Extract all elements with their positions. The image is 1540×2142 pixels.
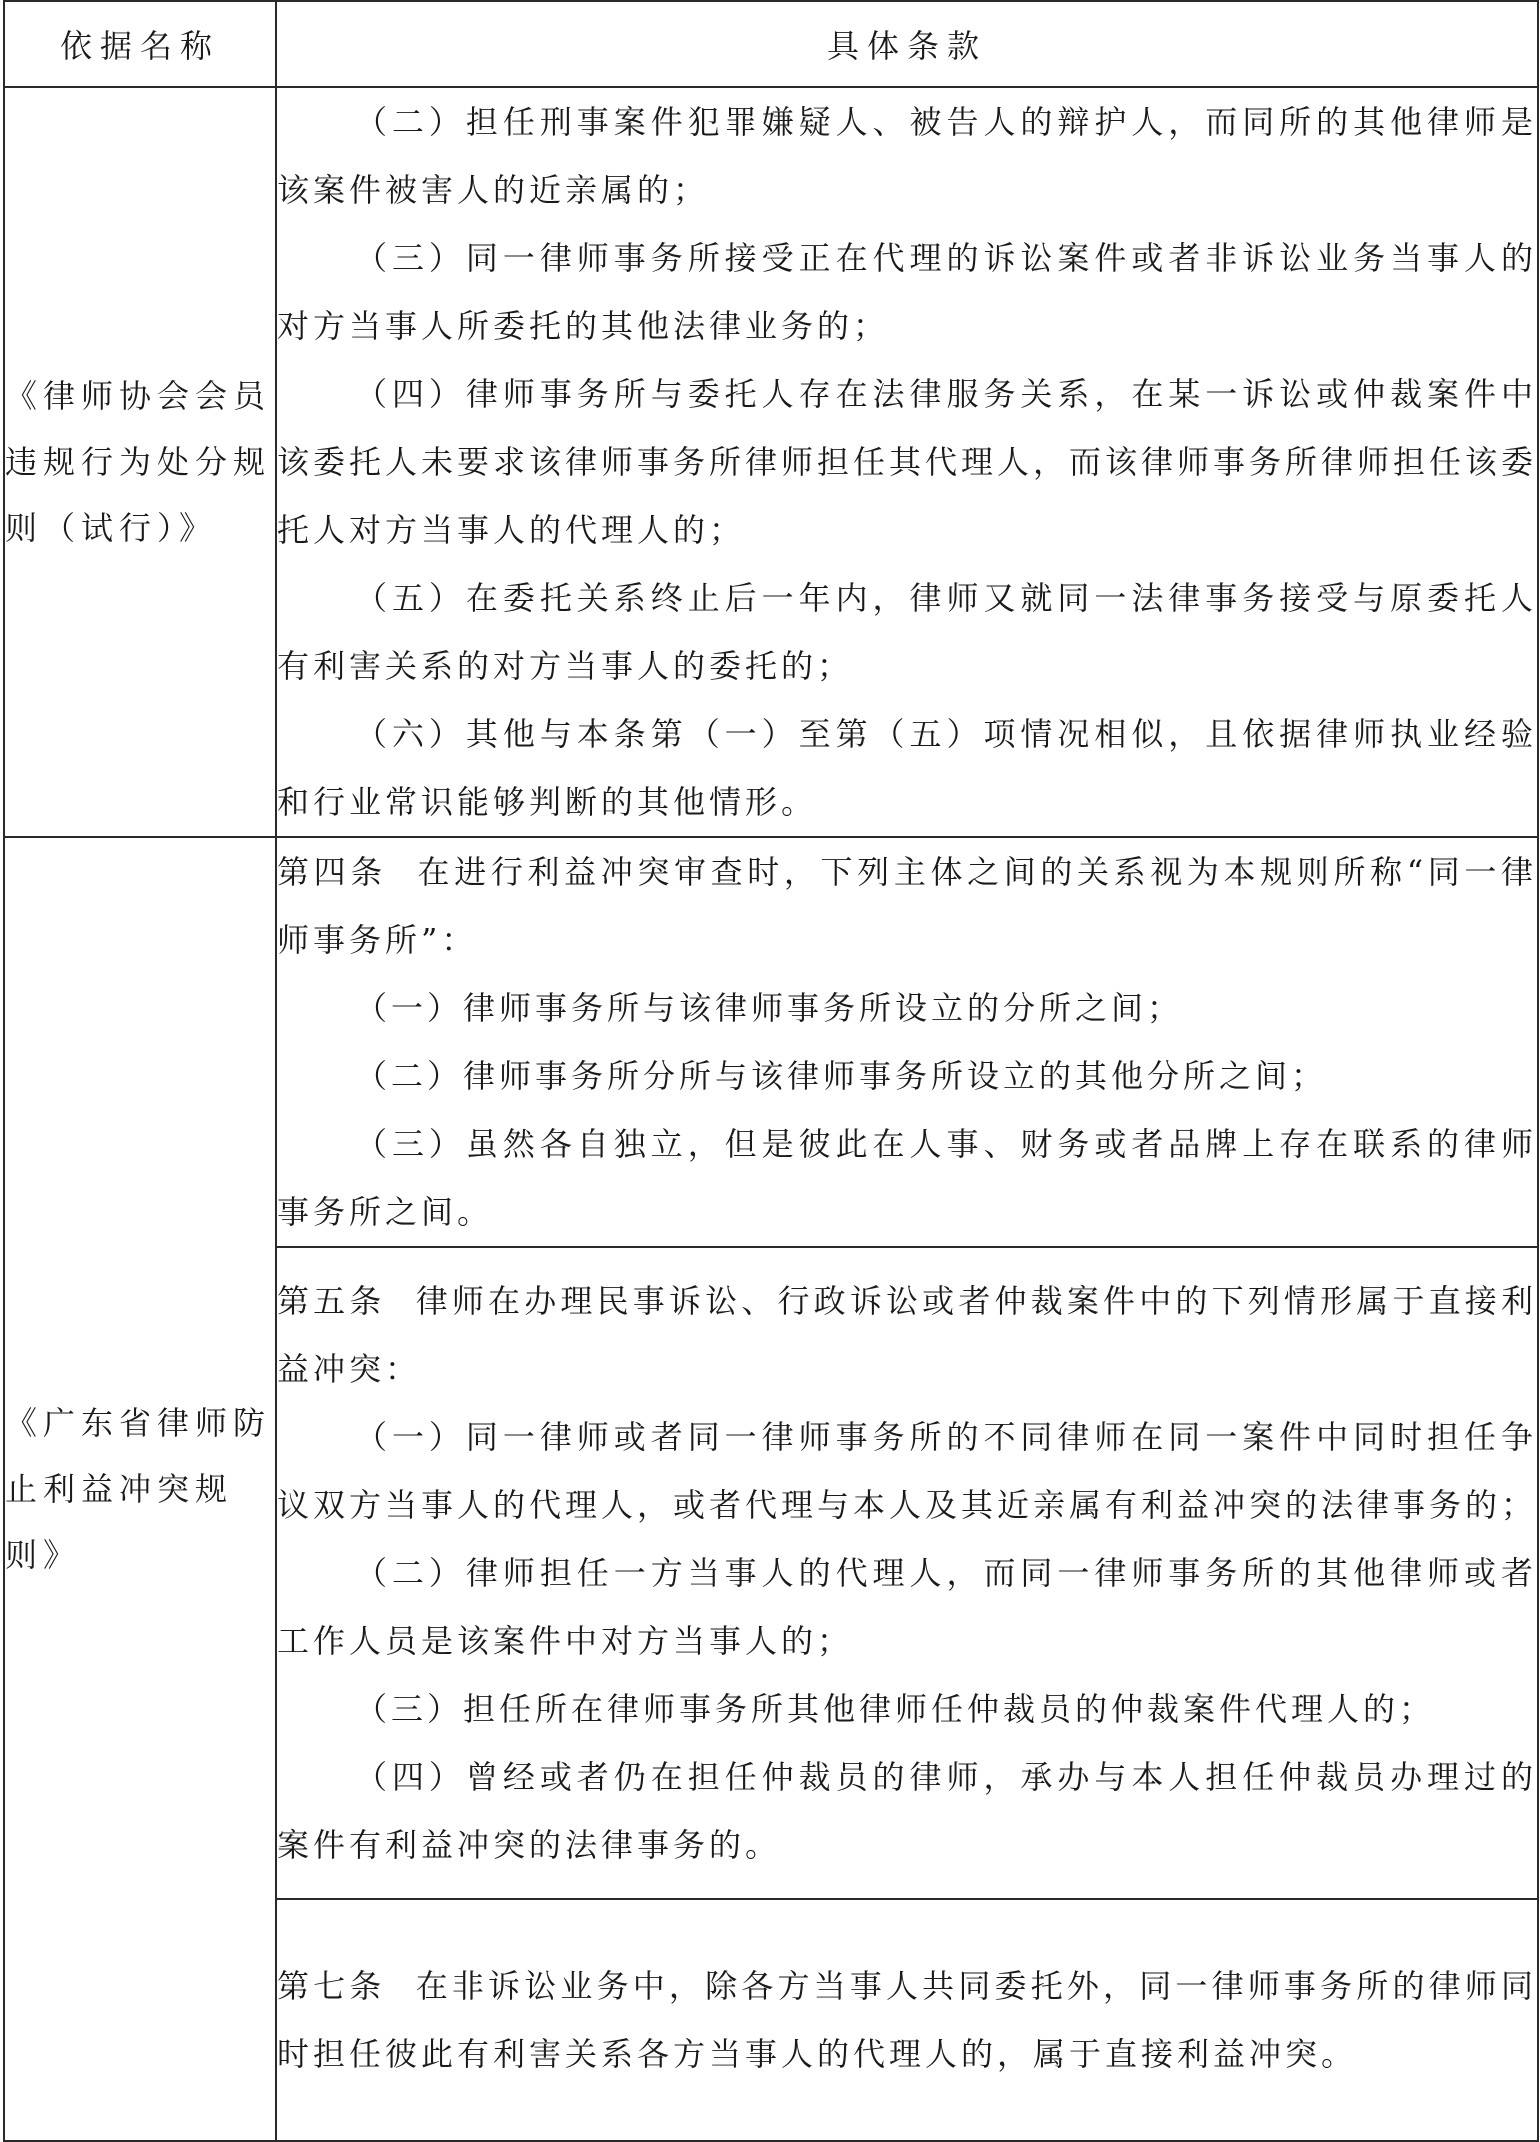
article-7-text: 在非诉讼业务中，除各方当事人共同委托外，同一律师事务所的律师同时担任彼此有利害关系各方当事人的代理人的，属于直接利益冲突。 <box>277 1967 1537 2073</box>
article-4-text: 在进行利益冲突审查时，下列主体之间的关系视为本规则所称“同一律师事务所”： <box>277 853 1537 959</box>
clause-paragraph: （二）担任刑事案件犯罪嫌疑人、被告人的辩护人，而同所的其他律师是该案件被害人的近亲属的； <box>277 103 1537 209</box>
article-7-label: 第七条 <box>277 1967 386 2005</box>
article-5-label: 第五条 <box>277 1282 386 1320</box>
header-basis-name: 依据名称 <box>4 1 276 87</box>
clause-cell <box>276 87 1538 837</box>
clause-cell-article-4 <box>276 837 1538 1247</box>
article-5-paragraph <box>277 1267 1537 1403</box>
basis-name-cell: 《律师协会会员违规行为处分规则（试行）》 <box>4 87 276 837</box>
clause-cell-article-7 <box>276 1899 1538 2141</box>
article-4-label: 第四条 <box>277 853 387 891</box>
clause-paragraph: （二）律师担任一方当事人的代理人，而同一律师事务所的其他律师或者工作人员是该案件中对方当事人的； <box>277 1554 1537 1660</box>
clause-paragraph: （三）担任所在律师事务所其他律师任仲裁员的仲裁案件代理人的； <box>355 1690 1436 1728</box>
article-4-paragraph <box>277 838 1537 974</box>
clause-paragraph: （六）其他与本条第（一）至第（五）项情况相似，且依据律师执业经验和行业常识能够判断的其他情形。 <box>277 715 1537 821</box>
table-row <box>4 837 1538 1247</box>
clause-paragraph: （四）曾经或者仍在担任仲裁员的律师，承办与本人担任仲裁员办理过的案件有利益冲突的法律事务的。 <box>277 1758 1537 1864</box>
clause-paragraph: （一）律师事务所与该律师事务所设立的分所之间； <box>355 989 1184 1027</box>
clause-cell-article-5 <box>276 1247 1538 1899</box>
basis-name-cell: 《广东省律师防止利益冲突规则》 <box>4 837 276 2141</box>
article-5-text: 律师在办理民事诉讼、行政诉讼或者仲裁案件中的下列情形属于直接利益冲突： <box>277 1282 1537 1388</box>
clause-paragraph: （三）虽然各自独立，但是彼此在人事、财务或者品牌上存在联系的律师事务所之间。 <box>277 1125 1537 1231</box>
header-row <box>4 1 1538 87</box>
table-row <box>4 87 1538 837</box>
header-specific-clauses: 具体条款 <box>276 1 1538 87</box>
clause-paragraph: （五）在委托关系终止后一年内，律师又就同一法律事务接受与原委托人有利害关系的对方当事人的委托的； <box>277 579 1537 685</box>
rules-table <box>3 0 1539 2142</box>
clause-paragraph: （一）同一律师或者同一律师事务所的不同律师在同一案件中同时担任争议双方当事人的代理人，或者代理与本人及其近亲属有利益冲突的法律事务的； <box>277 1418 1538 1524</box>
clause-paragraph: （二）律师事务所分所与该律师事务所设立的其他分所之间； <box>355 1057 1328 1095</box>
clause-paragraph: （四）律师事务所与委托人存在法律服务关系，在某一诉讼或仲裁案件中该委托人未要求该律师事务所律师担任其代理人，而该律师事务所律师担任该委托人对方当事人的代理人的； <box>277 375 1538 549</box>
article-7-paragraph <box>277 1952 1537 2088</box>
clause-paragraph: （三）同一律师事务所接受正在代理的诉讼案件或者非诉讼业务当事人的对方当事人所委托的其他法律业务的； <box>277 239 1537 345</box>
